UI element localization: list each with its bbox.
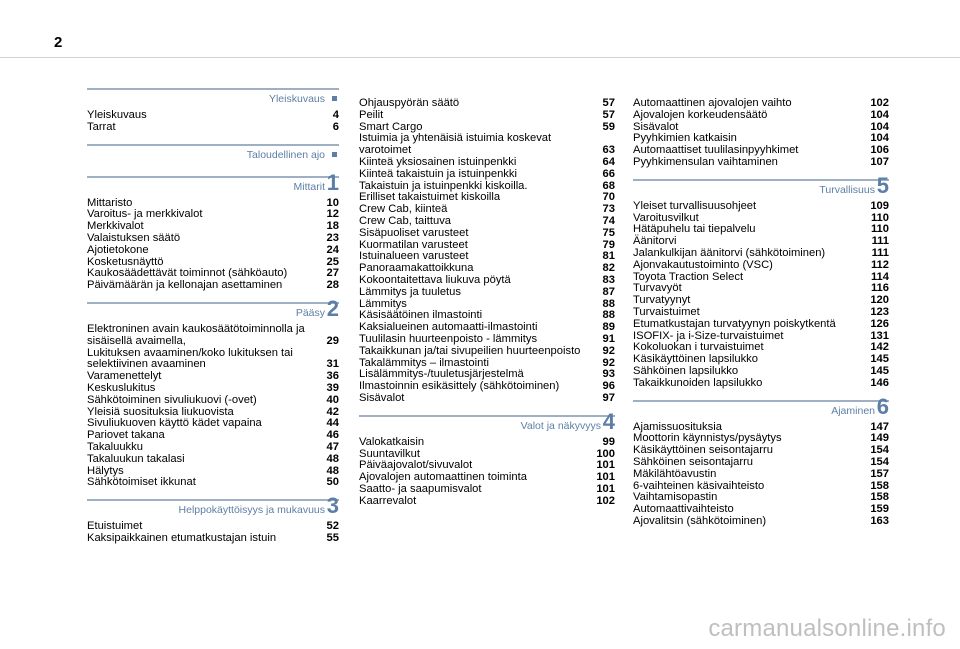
- toc-entry-title: Saatto- ja saapumisvalot: [359, 482, 482, 495]
- toc-entry-title: Peilit: [359, 108, 384, 121]
- toc-entry-title: Turvavyöt: [633, 282, 682, 295]
- toc-entry-page: 39: [326, 381, 339, 394]
- toc-entry-page: 48: [326, 452, 339, 465]
- toc-entry-page: 73: [602, 203, 615, 216]
- toc-entry-page: 102: [870, 97, 889, 109]
- toc-entry[interactable]: [359, 98, 615, 110]
- toc-column-1: [87, 88, 339, 555]
- toc-entry-page: 111: [871, 235, 889, 248]
- toc-entry-page: 59: [602, 120, 615, 133]
- toc-entry-page: 63: [602, 144, 615, 157]
- toc-entry-title: Päivämäärän ja kellonajan asettaminen: [87, 279, 283, 292]
- toc-entry-page: 89: [602, 321, 615, 334]
- toc-entry-page: 52: [326, 520, 339, 533]
- toc-entry[interactable]: [633, 201, 889, 213]
- toc-entry-page: 97: [602, 391, 615, 404]
- toc-entry[interactable]: [633, 248, 889, 260]
- toc-entry-page: 104: [870, 108, 889, 121]
- toc-entry-title: Yleisiä suosituksia liukuovista: [87, 405, 234, 418]
- toc-entry-page: 24: [326, 243, 339, 256]
- toc-entry-title: Takaikkunoiden lapsilukko: [633, 376, 763, 389]
- section-number: 4: [602, 408, 615, 434]
- toc-entry-title: Ilmastoinnin esikäsittely (sähkötoiminen): [359, 380, 560, 393]
- section-heading: [87, 144, 339, 166]
- toc-entry[interactable]: [87, 395, 339, 407]
- toc-entry[interactable]: [359, 157, 615, 169]
- toc-entry-page: 81: [602, 250, 615, 263]
- section-heading-label: Taloudellinen ajo: [246, 148, 325, 161]
- toc-entry-title: Käsikäyttöinen lapsilukko: [633, 353, 758, 366]
- toc-entry-title: Ajamissuosituksia: [633, 420, 722, 433]
- toc-entry[interactable]: [633, 110, 889, 122]
- toc-entry-title: Äänitorvi: [633, 235, 677, 248]
- toc-entry-title: Kosketusnäyttö: [87, 255, 164, 268]
- toc-entry-title: Kuormatilan varusteet: [359, 238, 468, 251]
- toc-entry-title: Moottorin käynnistys/pysäytys: [633, 432, 782, 445]
- toc-entry[interactable]: [633, 457, 889, 469]
- square-bullet-icon: [332, 152, 337, 157]
- toc-entry-page: 142: [870, 341, 889, 354]
- toc-entry-page: 157: [870, 467, 889, 480]
- toc-entry-title: Automaattinen ajovalojen vaihto: [633, 97, 792, 109]
- toc-entry-title: Valaistuksen säätö: [87, 231, 181, 244]
- toc-entry-title: Takaistuin ja istuinpenkki kiskoilla.: [359, 179, 528, 192]
- toc-entry-page: 149: [870, 432, 889, 445]
- toc-entry[interactable]: [359, 393, 615, 405]
- toc-entry[interactable]: [633, 319, 889, 331]
- toc-entry-page: 101: [596, 459, 615, 472]
- toc-entry[interactable]: [87, 383, 339, 395]
- toc-entry-title: Suuntavilkut: [359, 447, 420, 460]
- toc-entry-title: Pyyhkimien katkaisin: [633, 132, 737, 145]
- toc-entry-page: 6: [332, 120, 339, 133]
- toc-entry-page: 47: [326, 440, 339, 453]
- toc-entry-title: Keskuslukitus: [87, 381, 156, 394]
- toc-entry-page: 154: [870, 455, 889, 468]
- toc-entry[interactable]: [87, 454, 339, 466]
- toc-entry-page: 92: [602, 344, 615, 357]
- toc-entry[interactable]: [359, 133, 615, 157]
- toc-entry[interactable]: [359, 496, 615, 508]
- toc-entry-title: Varoitusvilkut: [633, 211, 699, 224]
- toc-entry-page: 28: [326, 279, 339, 292]
- toc-entry-page: 131: [870, 329, 889, 342]
- toc-entry[interactable]: [87, 442, 339, 454]
- toc-entry-title: Sähköinen seisontajarru: [633, 455, 754, 468]
- toc-entry-page: 101: [596, 471, 615, 484]
- section-heading-label: Yleiskuvaus: [268, 93, 325, 105]
- toc-entry-title: Yleiskuvaus: [87, 109, 147, 121]
- toc-entry-page: 29: [326, 334, 339, 347]
- toc-entry-title: Kaksialueinen automaatti-ilmastointi: [359, 321, 538, 334]
- toc-entry-title: Sivuliukuoven käyttö kädet vapaina: [87, 417, 262, 430]
- toc-entry[interactable]: [87, 533, 339, 545]
- toc-entry-page: 123: [870, 305, 889, 318]
- toc-entry-title: Sähkötoiminen sivuliukuovi (-ovet): [87, 393, 257, 406]
- toc-entry-page: 120: [870, 294, 889, 307]
- toc-entry-page: 25: [326, 255, 339, 268]
- toc-entry[interactable]: [359, 275, 615, 287]
- section-heading-label: Ajaminen: [831, 404, 875, 417]
- toc-entry-page: 27: [326, 267, 339, 280]
- toc-entry-title: Ohjauspyörän säätö: [359, 97, 460, 109]
- toc-entry-title: Takaluukun takalasi: [87, 452, 185, 465]
- toc-entry[interactable]: [359, 437, 615, 449]
- toc-entry-page: 88: [602, 297, 615, 310]
- toc-entry-page: 100: [596, 447, 615, 460]
- toc-column-3: [633, 98, 889, 538]
- toc-entry-page: 104: [870, 120, 889, 133]
- toc-entry-title: Lämmitys ja tuuletus: [359, 285, 461, 298]
- toc-entry-title: Crew Cab, kiinteä: [359, 203, 448, 216]
- toc-section: [87, 169, 339, 292]
- toc-entry-page: 50: [326, 476, 339, 489]
- toc-entry-title: Turvaistuimet: [633, 305, 700, 318]
- toc-entry[interactable]: [633, 469, 889, 481]
- toc-entry-page: 158: [870, 479, 889, 492]
- toc-section: [87, 295, 339, 489]
- toc-entry[interactable]: [359, 110, 615, 122]
- toc-entry-title: Käsisäätöinen ilmastointi: [359, 309, 483, 322]
- section-number: 1: [326, 169, 339, 195]
- toc-entry[interactable]: [87, 245, 339, 257]
- toc-entry-page: 68: [602, 179, 615, 192]
- toc-entry[interactable]: [87, 280, 339, 292]
- toc-entry-title: Kaukosäädettävät toiminnot (sähköauto): [87, 267, 288, 280]
- toc-entry-page: 146: [870, 376, 889, 389]
- toc-entry[interactable]: [359, 346, 615, 358]
- toc-entry-title: Ajovalojen automaattinen toiminta: [359, 471, 527, 484]
- toc-entry-page: 74: [602, 214, 615, 227]
- top-divider: [0, 57, 960, 58]
- toc-section: [633, 98, 889, 169]
- toc-entry-title: Ajovalitsin (sähkötoiminen): [633, 514, 767, 527]
- toc-entry-page: 109: [870, 199, 889, 212]
- toc-entry-title: Crew Cab, taittuva: [359, 214, 452, 227]
- section-heading-label: Mittarit: [293, 180, 325, 193]
- toc-entry-page: 114: [870, 270, 889, 283]
- toc-entry-title: Kiinteä yksiosainen istuinpenkki: [359, 155, 517, 168]
- square-bullet-icon: [332, 96, 337, 101]
- toc-entry-page: 102: [596, 494, 615, 507]
- toc-entry-page: 57: [602, 108, 615, 121]
- toc-entry-title: Automaattiset tuulilasinpyyhkimet: [633, 144, 799, 157]
- toc-entry-title: Pyyhkimensulan vaihtaminen: [633, 155, 778, 168]
- toc-entry-page: 12: [326, 208, 339, 221]
- toc-entry-page: 110: [870, 211, 889, 224]
- toc-entry-page: 83: [602, 273, 615, 286]
- section-heading-label: Turvallisuus: [819, 183, 875, 196]
- section-heading-label: Pääsy: [295, 306, 325, 319]
- toc-entry-title: Erilliset takaistuimet kiskoilla: [359, 191, 501, 204]
- toc-entry-page: 36: [326, 370, 339, 383]
- toc-entry-page: 116: [870, 282, 889, 295]
- toc-entry-title: Elektroninen avain kaukosäätötoiminnolla ja sisäisellä avaimella,: [87, 322, 305, 347]
- toc-entry[interactable]: [633, 516, 889, 528]
- page-number: 2: [54, 34, 63, 51]
- toc-entry-title: Lisälämmitys-/tuuletusjärjestelmä: [359, 368, 524, 381]
- toc-entry-title: Sähköinen lapsilukko: [633, 364, 739, 377]
- toc-entry-title: Hälytys: [87, 464, 124, 477]
- toc-entry-page: 55: [326, 531, 339, 544]
- toc-section: [87, 144, 339, 166]
- toc-entry-title: Vaihtamisopastin: [633, 491, 718, 504]
- toc-entry-page: 82: [602, 262, 615, 275]
- toc-entry-title: Hätäpuhelu tai tiepalvelu: [633, 223, 756, 236]
- toc-entry-page: 31: [326, 358, 339, 371]
- toc-entry[interactable]: [87, 348, 339, 372]
- toc-entry-page: 154: [870, 444, 889, 457]
- toc-entry-title: Sähkötoimiset ikkunat: [87, 476, 196, 489]
- toc-entry-page: 79: [602, 238, 615, 251]
- toc-entry-title: Tuulilasin huurteenpoisto - lämmitys: [359, 332, 538, 345]
- toc-entry-page: 57: [602, 97, 615, 109]
- toc-entry-page: 104: [870, 132, 889, 145]
- toc-entry-title: Kaarrevalot: [359, 494, 417, 507]
- toc-entry[interactable]: [87, 477, 339, 489]
- toc-entry-page: 145: [870, 364, 889, 377]
- section-number: 2: [326, 295, 339, 321]
- toc-entry[interactable]: [359, 484, 615, 496]
- watermark: carmanualsonline.info: [708, 615, 946, 642]
- toc-entry-page: 42: [326, 405, 339, 418]
- toc-section: [633, 393, 889, 528]
- section-heading: [87, 88, 339, 110]
- toc-entry-title: Varoitus- ja merkkivalot: [87, 208, 203, 221]
- toc-entry-title: Kokoluokan i turvaistuimet: [633, 341, 764, 354]
- toc-column-2: [359, 98, 615, 518]
- section-heading: [633, 393, 889, 422]
- toc-section: [359, 98, 615, 405]
- toc-entry-title: Takalämmitys – ilmastointi: [359, 356, 489, 369]
- toc-section: [359, 408, 615, 508]
- toc-entry-title: Valokatkaisin: [359, 435, 425, 448]
- toc-entry-title: Istuimia ja yhtenäisiä istuimia koskevat varotoimet: [359, 132, 552, 157]
- section-heading: [87, 493, 339, 521]
- section-heading: [87, 169, 339, 198]
- toc-entry-title: Päiväajovalot/sivuvalot: [359, 459, 473, 472]
- toc-entry-title: Istuinalueen varusteet: [359, 250, 469, 263]
- toc-entry[interactable]: [359, 228, 615, 240]
- toc-entry-title: Yleiset turvallisuusohjeet: [633, 199, 757, 212]
- toc-entry-title: Kokoontaitettava liukuva pöytä: [359, 273, 511, 286]
- toc-entry-title: Pariovet takana: [87, 429, 165, 442]
- section-heading: [633, 172, 889, 201]
- section-heading-label: Helppokäyttöisyys ja mukavuus: [178, 504, 325, 517]
- toc-entry-page: 147: [870, 420, 889, 433]
- toc-entry-title: Etuistuimet: [87, 520, 143, 533]
- toc-entry-page: 91: [602, 332, 615, 345]
- toc-entry[interactable]: [87, 122, 339, 134]
- toc-entry[interactable]: [359, 169, 615, 181]
- toc-entry-title: Sisävalot: [633, 120, 679, 133]
- toc-entry-title: Takaikkunan ja/tai sivupeilien huurteenpoisto: [359, 344, 581, 357]
- toc-entry-page: 92: [602, 356, 615, 369]
- toc-entry-page: 66: [602, 167, 615, 180]
- toc-entry-page: 163: [870, 514, 889, 527]
- toc-entry[interactable]: [87, 324, 339, 348]
- toc-entry-page: 40: [326, 393, 339, 406]
- toc-entry[interactable]: [359, 334, 615, 346]
- toc-entry-page: 44: [326, 417, 339, 430]
- toc-entry-page: 106: [870, 144, 889, 157]
- toc-entry-page: 101: [596, 482, 615, 495]
- toc-entry-page: 70: [602, 191, 615, 204]
- toc-entry-page: 23: [326, 231, 339, 244]
- toc-entry[interactable]: [633, 378, 889, 390]
- toc-section: [87, 88, 339, 134]
- section-heading: [87, 295, 339, 324]
- toc-entry-title: Turvatyynyt: [633, 294, 691, 307]
- toc-entry-page: 88: [602, 309, 615, 322]
- toc-section: [87, 493, 339, 545]
- toc-entry-page: 87: [602, 285, 615, 298]
- toc-entry-title: Panoraamakattoikkuna: [359, 262, 474, 275]
- toc-entry-title: Sisäpuoliset varusteet: [359, 226, 469, 239]
- toc-entry-page: 159: [870, 503, 889, 516]
- section-number: 6: [876, 393, 889, 419]
- toc-entry-title: Lukituksen avaaminen/koko lukituksen tai selektiivinen avaaminen: [87, 346, 293, 371]
- toc-entry-title: ISOFIX- ja i-Size-turvaistuimet: [633, 329, 784, 342]
- toc-entry-title: Mäkilähtöavustin: [633, 467, 717, 480]
- toc-entry[interactable]: [87, 233, 339, 245]
- toc-entry[interactable]: [359, 287, 615, 299]
- toc-entry-page: 110: [870, 223, 889, 236]
- toc-entry-title: Mittaristo: [87, 196, 133, 209]
- toc-section: [633, 172, 889, 390]
- toc-entry[interactable]: [359, 216, 615, 228]
- toc-entry-page: 111: [871, 246, 889, 259]
- toc-entry-title: Kiinteä takaistuin ja istuinpenkki: [359, 167, 517, 180]
- toc-entry-title: Jalankulkijan äänitorvi (sähkötoiminen): [633, 246, 826, 259]
- toc-entry-title: 6-vaihteinen käsivaihteisto: [633, 479, 765, 492]
- toc-entry[interactable]: [87, 110, 339, 122]
- toc-entry-page: 46: [326, 429, 339, 442]
- section-number: 5: [876, 172, 889, 198]
- toc-entry-title: Automaattivaihteisto: [633, 503, 734, 516]
- toc-entry-title: Ajonvakautustoiminto (VSC): [633, 258, 773, 271]
- toc-entry-page: 112: [870, 258, 889, 271]
- toc-entry-page: 10: [326, 196, 339, 209]
- toc-entry-page: 4: [332, 109, 339, 121]
- toc-entry-title: Ajotietokone: [87, 243, 149, 256]
- toc-entry-title: Etumatkustajan turvatyynyn poiskytkentä: [633, 317, 836, 330]
- toc-entry-title: Lämmitys: [359, 297, 407, 310]
- toc-entry-page: 18: [326, 220, 339, 233]
- toc-entry-page: 126: [870, 317, 889, 330]
- toc-entry[interactable]: [633, 260, 889, 272]
- toc-entry-page: 48: [326, 464, 339, 477]
- toc-entry-page: 93: [602, 368, 615, 381]
- toc-entry[interactable]: [633, 157, 889, 169]
- toc-entry-title: Varamenettelyt: [87, 370, 162, 383]
- toc-entry-title: Tarrat: [87, 120, 116, 133]
- section-number: 3: [326, 493, 339, 519]
- section-heading: [359, 408, 615, 437]
- toc-entry-page: 75: [602, 226, 615, 239]
- toc-entry-page: 158: [870, 491, 889, 504]
- toc-entry-page: 99: [602, 435, 615, 448]
- toc-entry-title: Smart Cargo: [359, 120, 423, 133]
- toc-entry-page: 64: [602, 155, 615, 168]
- toc-entry-page: 96: [602, 380, 615, 393]
- toc-entry-title: Kaksipaikkainen etumatkustajan istuin: [87, 531, 277, 544]
- toc-entry-page: 145: [870, 353, 889, 366]
- toc-entry-title: Takaluukku: [87, 440, 143, 453]
- toc-entry[interactable]: [633, 307, 889, 319]
- toc-entry-title: Ajovalojen korkeudensäätö: [633, 108, 768, 121]
- section-heading-label: Valot ja näkyvyys: [520, 419, 601, 432]
- toc-entry-title: Toyota Traction Select: [633, 270, 744, 283]
- toc-entry-page: 107: [870, 155, 889, 168]
- toc-entry-title: Sisävalot: [359, 391, 405, 404]
- toc-entry[interactable]: [633, 366, 889, 378]
- toc-entry-title: Merkkivalot: [87, 220, 144, 233]
- toc-entry-title: Käsikäyttöinen seisontajarru: [633, 444, 773, 457]
